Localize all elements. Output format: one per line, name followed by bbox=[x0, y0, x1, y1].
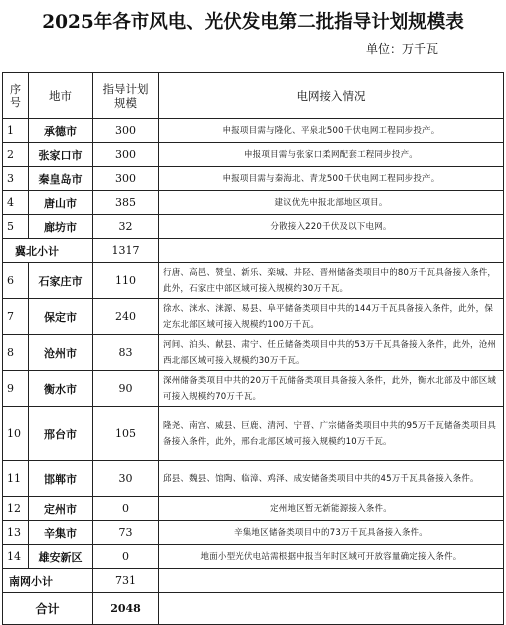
row-value: 240 bbox=[93, 299, 159, 335]
row-value: 300 bbox=[93, 143, 159, 167]
row-city: 石家庄市 bbox=[29, 263, 93, 299]
subtotal-row bbox=[3, 569, 504, 593]
row-no: 5 bbox=[3, 215, 29, 239]
total-label: 合计 bbox=[3, 593, 93, 625]
header-scale: 指导计划规模 bbox=[93, 73, 159, 119]
row-grid: 地面小型光伏电站需根据申报当年时区域可开放容量确定接入条件。 bbox=[159, 545, 504, 569]
table-row bbox=[3, 545, 504, 569]
row-value: 32 bbox=[93, 215, 159, 239]
total-value: 2048 bbox=[93, 593, 159, 625]
row-no: 3 bbox=[3, 167, 29, 191]
row-no: 13 bbox=[3, 521, 29, 545]
row-value: 385 bbox=[93, 191, 159, 215]
row-no: 4 bbox=[3, 191, 29, 215]
row-grid: 深州储备类项目中共的20万千瓦储备类项目具备接入条件，此外，衡水北部及中部区域可接入规模约70万千瓦。 bbox=[159, 371, 504, 407]
subtotal-row bbox=[3, 239, 504, 263]
row-no: 6 bbox=[3, 263, 29, 299]
row-city: 雄安新区 bbox=[29, 545, 93, 569]
row-city: 辛集市 bbox=[29, 521, 93, 545]
subtotal-south-empty bbox=[159, 569, 504, 593]
row-city: 定州市 bbox=[29, 497, 93, 521]
row-no: 8 bbox=[3, 335, 29, 371]
header-grid: 电网接入情况 bbox=[159, 73, 504, 119]
row-city: 保定市 bbox=[29, 299, 93, 335]
row-value: 300 bbox=[93, 167, 159, 191]
row-value: 30 bbox=[93, 461, 159, 497]
row-value: 0 bbox=[93, 497, 159, 521]
row-grid: 辛集地区储备类项目中的73万千瓦具备接入条件。 bbox=[159, 521, 504, 545]
table-row bbox=[3, 521, 504, 545]
total-empty bbox=[159, 593, 504, 625]
table-row bbox=[3, 143, 504, 167]
subtotal-south-label: 南网小计 bbox=[3, 569, 93, 593]
row-no: 12 bbox=[3, 497, 29, 521]
row-no: 2 bbox=[3, 143, 29, 167]
row-no: 7 bbox=[3, 299, 29, 335]
row-grid: 徐水、涞水、涞源、易县、阜平储备类项目中共的144万千瓦具备接入条件，此外，保定东北部区域可接入规模约100万千瓦。 bbox=[159, 299, 504, 335]
row-grid: 申报项目需与张家口柔网配套工程同步投产。 bbox=[159, 143, 504, 167]
row-grid: 分散接入220千伏及以下电网。 bbox=[159, 215, 504, 239]
row-city: 廊坊市 bbox=[29, 215, 93, 239]
row-city: 唐山市 bbox=[29, 191, 93, 215]
table-row bbox=[3, 191, 504, 215]
row-city: 邯郸市 bbox=[29, 461, 93, 497]
subtotal-south-value: 731 bbox=[93, 569, 159, 593]
row-grid: 河间、泊头、献县、肃宁、任丘储备类项目中共的53万千瓦具备接入条件，此外，沧州西北部区域可接入规模约30万千瓦。 bbox=[159, 335, 504, 371]
row-city: 张家口市 bbox=[29, 143, 93, 167]
row-no: 9 bbox=[3, 371, 29, 407]
row-grid: 邱县、魏县、馆陶、临漳、鸡泽、成安储备类项目中共的45万千瓦具备接入条件。 bbox=[159, 461, 504, 497]
row-city: 秦皇岛市 bbox=[29, 167, 93, 191]
unit-label: 单位：万千瓦 bbox=[365, 42, 438, 56]
row-grid: 申报项目需与隆化、平泉北500千伏电网工程同步投产。 bbox=[159, 119, 504, 143]
row-value: 73 bbox=[93, 521, 159, 545]
row-city: 承德市 bbox=[29, 119, 93, 143]
table-row bbox=[3, 497, 504, 521]
header-row bbox=[3, 73, 504, 119]
row-no: 1 bbox=[3, 119, 29, 143]
plan-table bbox=[2, 72, 504, 625]
subtotal-north-value: 1317 bbox=[93, 239, 159, 263]
table-row bbox=[3, 215, 504, 239]
table-row bbox=[3, 461, 504, 497]
page-title: 2025年各市风电、光伏发电第二批指导计划规模表 bbox=[42, 12, 464, 33]
table-row bbox=[3, 407, 504, 461]
row-value: 90 bbox=[93, 371, 159, 407]
row-grid: 申报项目需与秦海北、青龙500千伏电网工程同步投产。 bbox=[159, 167, 504, 191]
row-city: 衡水市 bbox=[29, 371, 93, 407]
row-value: 110 bbox=[93, 263, 159, 299]
row-grid: 行唐、高邑、赞皇、新乐、栾城、井陉、晋州储备类项目中的80万千瓦具备接入条件，此外，石家庄中部区域可接入规模约30万千瓦。 bbox=[159, 263, 504, 299]
header-city: 地市 bbox=[29, 73, 93, 119]
total-row bbox=[3, 593, 504, 625]
row-no: 10 bbox=[3, 407, 29, 461]
row-city: 沧州市 bbox=[29, 335, 93, 371]
table-row bbox=[3, 263, 504, 299]
row-grid: 隆尧、南宫、威县、巨鹿、清河、宁晋、广宗储备类项目中共的95万千瓦储备类项目具备接入条件，此外，邢台北部区域可接入规模约10万千瓦。 bbox=[159, 407, 504, 461]
row-grid: 建议优先申报北部地区项目。 bbox=[159, 191, 504, 215]
row-value: 300 bbox=[93, 119, 159, 143]
row-no: 11 bbox=[3, 461, 29, 497]
table-row bbox=[3, 335, 504, 371]
table-row bbox=[3, 371, 504, 407]
row-value: 83 bbox=[93, 335, 159, 371]
table-row bbox=[3, 299, 504, 335]
row-grid: 定州地区暂无新能源接入条件。 bbox=[159, 497, 504, 521]
header-no: 序号 bbox=[3, 73, 29, 119]
row-city: 邢台市 bbox=[29, 407, 93, 461]
row-value: 0 bbox=[93, 545, 159, 569]
table-row bbox=[3, 119, 504, 143]
row-no: 14 bbox=[3, 545, 29, 569]
subtotal-north-empty bbox=[159, 239, 504, 263]
table-row bbox=[3, 167, 504, 191]
subtotal-north-label: 冀北小计 bbox=[3, 239, 93, 263]
row-value: 105 bbox=[93, 407, 159, 461]
